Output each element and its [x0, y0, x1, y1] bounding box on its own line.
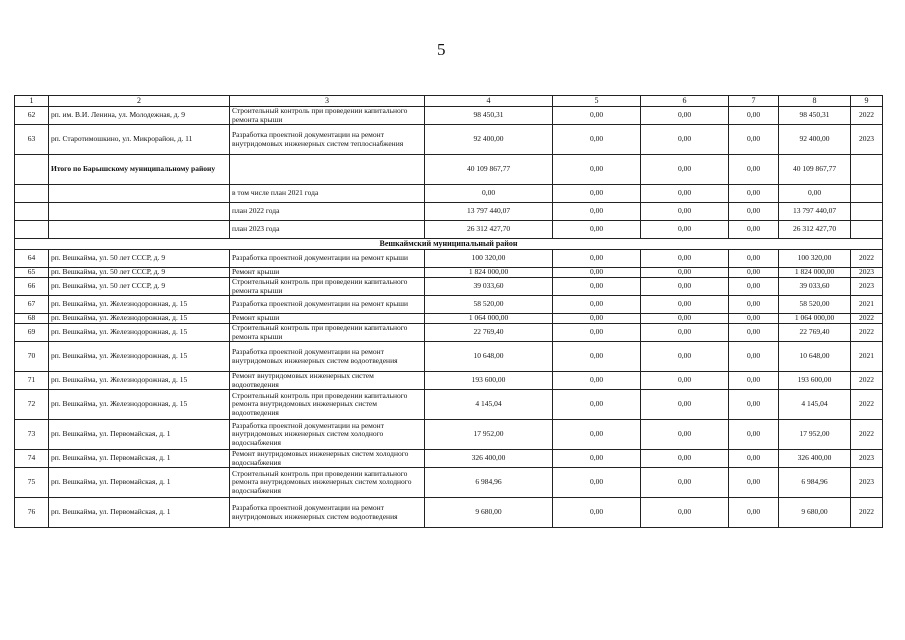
local-budget-cell: 0,00 — [729, 268, 779, 278]
empty-cell — [851, 155, 883, 185]
year-cell: 2023 — [851, 268, 883, 278]
regional-budget-cell: 0,00 — [641, 420, 729, 450]
owners-funds-cell: 92 400,00 — [779, 125, 851, 155]
owners-funds-cell: 17 952,00 — [779, 420, 851, 450]
row-number: 74 — [15, 450, 49, 468]
owners-funds-cell: 0,00 — [779, 185, 851, 203]
empty-cell — [851, 203, 883, 221]
page-number: 5 — [437, 40, 446, 59]
owners-funds-cell: 9 680,00 — [779, 498, 851, 528]
year-cell: 2022 — [851, 324, 883, 342]
section-header-row — [15, 239, 883, 250]
address-cell: рп. Вешкайма, ул. Первомайская, д. 1 — [49, 498, 230, 528]
work-type-cell: Разработка проектной документации на ремонт внутридомовых инженерных систем холодного водоснабжения — [230, 420, 425, 450]
regional-budget-cell: 0,00 — [641, 221, 729, 239]
work-type-cell: Разработка проектной документации на ремонт внутридомовых инженерных систем водоотведения — [230, 342, 425, 372]
table-row — [15, 498, 883, 528]
owners-funds-cell: 39 033,60 — [779, 278, 851, 296]
total-cost-cell: 193 600,00 — [425, 372, 553, 390]
regional-budget-cell: 0,00 — [641, 250, 729, 268]
owners-funds-cell: 1 064 000,00 — [779, 314, 851, 324]
empty-cell — [15, 203, 49, 221]
local-budget-cell: 0,00 — [729, 125, 779, 155]
total-cost-cell: 26 312 427,70 — [425, 221, 553, 239]
year-cell: 2021 — [851, 342, 883, 372]
regional-budget-cell: 0,00 — [641, 278, 729, 296]
local-budget-cell: 0,00 — [729, 250, 779, 268]
table-row — [15, 342, 883, 372]
local-budget-cell: 0,00 — [729, 314, 779, 324]
owners-funds-cell: 26 312 427,70 — [779, 221, 851, 239]
year-cell: 2022 — [851, 107, 883, 125]
column-header: 7 — [729, 96, 779, 107]
row-number: 65 — [15, 268, 49, 278]
table-row — [15, 296, 883, 314]
column-header: 6 — [641, 96, 729, 107]
owners-funds-cell: 100 320,00 — [779, 250, 851, 268]
row-number: 66 — [15, 278, 49, 296]
year-cell: 2022 — [851, 372, 883, 390]
address-cell: рп. Старотимошкино, ул. Микрорайон, д. 11 — [49, 125, 230, 155]
row-number: 63 — [15, 125, 49, 155]
row-number: 75 — [15, 468, 49, 498]
work-type-cell: Разработка проектной документации на ремонт внутридомовых инженерных систем теплоснабжения — [230, 125, 425, 155]
total-cost-cell: 100 320,00 — [425, 250, 553, 268]
column-header-row — [15, 96, 883, 107]
district-total-label: Итого по Барышскому муниципальному району — [49, 155, 230, 185]
fund-cell: 0,00 — [553, 296, 641, 314]
address-cell: рп. Вешкайма, ул. 50 лет СССР, д. 9 — [49, 268, 230, 278]
work-type-cell: Строительный контроль при проведении капитального ремонта крыши — [230, 278, 425, 296]
owners-funds-cell: 40 109 867,77 — [779, 155, 851, 185]
address-cell: рп. Вешкайма, ул. Первомайская, д. 1 — [49, 450, 230, 468]
regional-budget-cell: 0,00 — [641, 390, 729, 420]
total-cost-cell: 17 952,00 — [425, 420, 553, 450]
address-cell: рп. Вешкайма, ул. Железнодорожная, д. 15 — [49, 314, 230, 324]
total-cost-cell: 92 400,00 — [425, 125, 553, 155]
regional-budget-cell: 0,00 — [641, 107, 729, 125]
empty-cell — [15, 155, 49, 185]
row-number: 71 — [15, 372, 49, 390]
table-row — [15, 450, 883, 468]
regional-budget-cell: 0,00 — [641, 125, 729, 155]
fund-cell: 0,00 — [553, 203, 641, 221]
empty-cell — [15, 185, 49, 203]
owners-funds-cell: 22 769,40 — [779, 324, 851, 342]
local-budget-cell: 0,00 — [729, 296, 779, 314]
regional-budget-cell: 0,00 — [641, 185, 729, 203]
address-cell: рп. им. В.И. Ленина, ул. Молодежная, д. 9 — [49, 107, 230, 125]
local-budget-cell: 0,00 — [729, 221, 779, 239]
row-number: 70 — [15, 342, 49, 372]
local-budget-cell: 0,00 — [729, 342, 779, 372]
empty-cell — [230, 155, 425, 185]
total-cost-cell: 22 769,40 — [425, 324, 553, 342]
fund-cell: 0,00 — [553, 185, 641, 203]
empty-cell — [49, 203, 230, 221]
address-cell: рп. Вешкайма, ул. Первомайская, д. 1 — [49, 420, 230, 450]
column-header: 4 — [425, 96, 553, 107]
column-header: 8 — [779, 96, 851, 107]
row-number: 73 — [15, 420, 49, 450]
column-header: 3 — [230, 96, 425, 107]
regional-budget-cell: 0,00 — [641, 203, 729, 221]
total-cost-cell: 4 145,04 — [425, 390, 553, 420]
work-type-cell: Ремонт крыши — [230, 268, 425, 278]
local-budget-cell: 0,00 — [729, 450, 779, 468]
row-number: 67 — [15, 296, 49, 314]
row-number: 69 — [15, 324, 49, 342]
fund-cell: 0,00 — [553, 107, 641, 125]
fund-cell: 0,00 — [553, 125, 641, 155]
column-header: 1 — [15, 96, 49, 107]
plan-label: в том числе план 2021 года — [230, 185, 425, 203]
table-row — [15, 268, 883, 278]
work-type-cell: Строительный контроль при проведении капитального ремонта внутридомовых инженерных систем холодного водоснабжения — [230, 468, 425, 498]
owners-funds-cell: 10 648,00 — [779, 342, 851, 372]
work-type-cell: Разработка проектной документации на ремонт крыши — [230, 296, 425, 314]
row-number: 62 — [15, 107, 49, 125]
column-header: 5 — [553, 96, 641, 107]
total-cost-cell: 6 984,96 — [425, 468, 553, 498]
regional-budget-cell: 0,00 — [641, 268, 729, 278]
table-row — [15, 107, 883, 125]
fund-cell: 0,00 — [553, 372, 641, 390]
fund-cell: 0,00 — [553, 420, 641, 450]
year-cell: 2023 — [851, 125, 883, 155]
plan-year-row — [15, 185, 883, 203]
regional-budget-cell: 0,00 — [641, 155, 729, 185]
address-cell: рп. Вешкайма, ул. Первомайская, д. 1 — [49, 468, 230, 498]
fund-cell: 0,00 — [553, 268, 641, 278]
work-type-cell: Ремонт внутридомовых инженерных систем холодного водоснабжения — [230, 450, 425, 468]
table-row — [15, 278, 883, 296]
year-cell: 2023 — [851, 278, 883, 296]
year-cell: 2023 — [851, 468, 883, 498]
fund-cell: 0,00 — [553, 324, 641, 342]
empty-cell — [851, 221, 883, 239]
empty-cell — [49, 185, 230, 203]
work-type-cell: Строительный контроль при проведении капитального ремонта внутридомовых инженерных систем водоотведения — [230, 390, 425, 420]
regional-budget-cell: 0,00 — [641, 314, 729, 324]
address-cell: рп. Вешкайма, ул. Железнодорожная, д. 15 — [49, 372, 230, 390]
year-cell: 2022 — [851, 420, 883, 450]
work-type-cell: Строительный контроль при проведении капитального ремонта крыши — [230, 324, 425, 342]
regional-budget-cell: 0,00 — [641, 498, 729, 528]
fund-cell: 0,00 — [553, 390, 641, 420]
row-number: 76 — [15, 498, 49, 528]
year-cell: 2021 — [851, 296, 883, 314]
total-cost-cell: 13 797 440,07 — [425, 203, 553, 221]
owners-funds-cell: 4 145,04 — [779, 390, 851, 420]
work-type-cell: Ремонт крыши — [230, 314, 425, 324]
work-type-cell: Разработка проектной документации на ремонт внутридомовых инженерных систем водоотведения — [230, 498, 425, 528]
regional-budget-cell: 0,00 — [641, 296, 729, 314]
total-cost-cell: 10 648,00 — [425, 342, 553, 372]
fund-cell: 0,00 — [553, 468, 641, 498]
empty-cell — [851, 185, 883, 203]
address-cell: рп. Вешкайма, ул. Железнодорожная, д. 15 — [49, 296, 230, 314]
local-budget-cell: 0,00 — [729, 498, 779, 528]
owners-funds-cell: 326 400,00 — [779, 450, 851, 468]
local-budget-cell: 0,00 — [729, 324, 779, 342]
table-row — [15, 125, 883, 155]
section-title: Вешкаймский муниципальный район — [15, 239, 883, 250]
column-header: 2 — [49, 96, 230, 107]
row-number: 72 — [15, 390, 49, 420]
fund-cell: 0,00 — [553, 221, 641, 239]
owners-funds-cell: 13 797 440,07 — [779, 203, 851, 221]
empty-cell — [15, 221, 49, 239]
empty-cell — [49, 221, 230, 239]
total-cost-cell: 98 450,31 — [425, 107, 553, 125]
owners-funds-cell: 193 600,00 — [779, 372, 851, 390]
year-cell: 2022 — [851, 250, 883, 268]
total-cost-cell: 326 400,00 — [425, 450, 553, 468]
district-total-row — [15, 155, 883, 185]
table-row — [15, 314, 883, 324]
work-type-cell: Строительный контроль при проведении капитального ремонта крыши — [230, 107, 425, 125]
total-cost-cell: 58 520,00 — [425, 296, 553, 314]
local-budget-cell: 0,00 — [729, 155, 779, 185]
fund-cell: 0,00 — [553, 314, 641, 324]
work-type-cell: Ремонт внутридомовых инженерных систем водоотведения — [230, 372, 425, 390]
local-budget-cell: 0,00 — [729, 107, 779, 125]
address-cell: рп. Вешкайма, ул. Железнодорожная, д. 15 — [49, 324, 230, 342]
year-cell: 2022 — [851, 314, 883, 324]
total-cost-cell: 39 033,60 — [425, 278, 553, 296]
total-cost-cell: 1 824 000,00 — [425, 268, 553, 278]
column-header: 9 — [851, 96, 883, 107]
regional-budget-cell: 0,00 — [641, 468, 729, 498]
row-number: 68 — [15, 314, 49, 324]
owners-funds-cell: 1 824 000,00 — [779, 268, 851, 278]
table-row — [15, 420, 883, 450]
plan-label: план 2022 года — [230, 203, 425, 221]
local-budget-cell: 0,00 — [729, 468, 779, 498]
fund-cell: 0,00 — [553, 250, 641, 268]
owners-funds-cell: 98 450,31 — [779, 107, 851, 125]
total-cost-cell: 1 064 000,00 — [425, 314, 553, 324]
registry-table — [14, 95, 883, 528]
year-cell: 2022 — [851, 498, 883, 528]
owners-funds-cell: 58 520,00 — [779, 296, 851, 314]
local-budget-cell: 0,00 — [729, 203, 779, 221]
total-cost-cell: 0,00 — [425, 185, 553, 203]
plan-year-row — [15, 221, 883, 239]
fund-cell: 0,00 — [553, 498, 641, 528]
owners-funds-cell: 6 984,96 — [779, 468, 851, 498]
table-row — [15, 390, 883, 420]
table-row — [15, 324, 883, 342]
work-type-cell: Разработка проектной документации на ремонт крыши — [230, 250, 425, 268]
regional-budget-cell: 0,00 — [641, 372, 729, 390]
row-number: 64 — [15, 250, 49, 268]
fund-cell: 0,00 — [553, 155, 641, 185]
address-cell: рп. Вешкайма, ул. 50 лет СССР, д. 9 — [49, 250, 230, 268]
total-cost-cell: 9 680,00 — [425, 498, 553, 528]
address-cell: рп. Вешкайма, ул. 50 лет СССР, д. 9 — [49, 278, 230, 296]
local-budget-cell: 0,00 — [729, 185, 779, 203]
plan-label: план 2023 года — [230, 221, 425, 239]
total-cost-cell: 40 109 867,77 — [425, 155, 553, 185]
fund-cell: 0,00 — [553, 278, 641, 296]
year-cell: 2023 — [851, 450, 883, 468]
plan-year-row — [15, 203, 883, 221]
local-budget-cell: 0,00 — [729, 390, 779, 420]
table-row — [15, 372, 883, 390]
fund-cell: 0,00 — [553, 450, 641, 468]
table-row — [15, 250, 883, 268]
local-budget-cell: 0,00 — [729, 278, 779, 296]
local-budget-cell: 0,00 — [729, 420, 779, 450]
regional-budget-cell: 0,00 — [641, 324, 729, 342]
table-row — [15, 468, 883, 498]
regional-budget-cell: 0,00 — [641, 450, 729, 468]
local-budget-cell: 0,00 — [729, 372, 779, 390]
address-cell: рп. Вешкайма, ул. Железнодорожная, д. 15 — [49, 342, 230, 372]
address-cell: рп. Вешкайма, ул. Железнодорожная, д. 15 — [49, 390, 230, 420]
year-cell: 2022 — [851, 390, 883, 420]
fund-cell: 0,00 — [553, 342, 641, 372]
regional-budget-cell: 0,00 — [641, 342, 729, 372]
